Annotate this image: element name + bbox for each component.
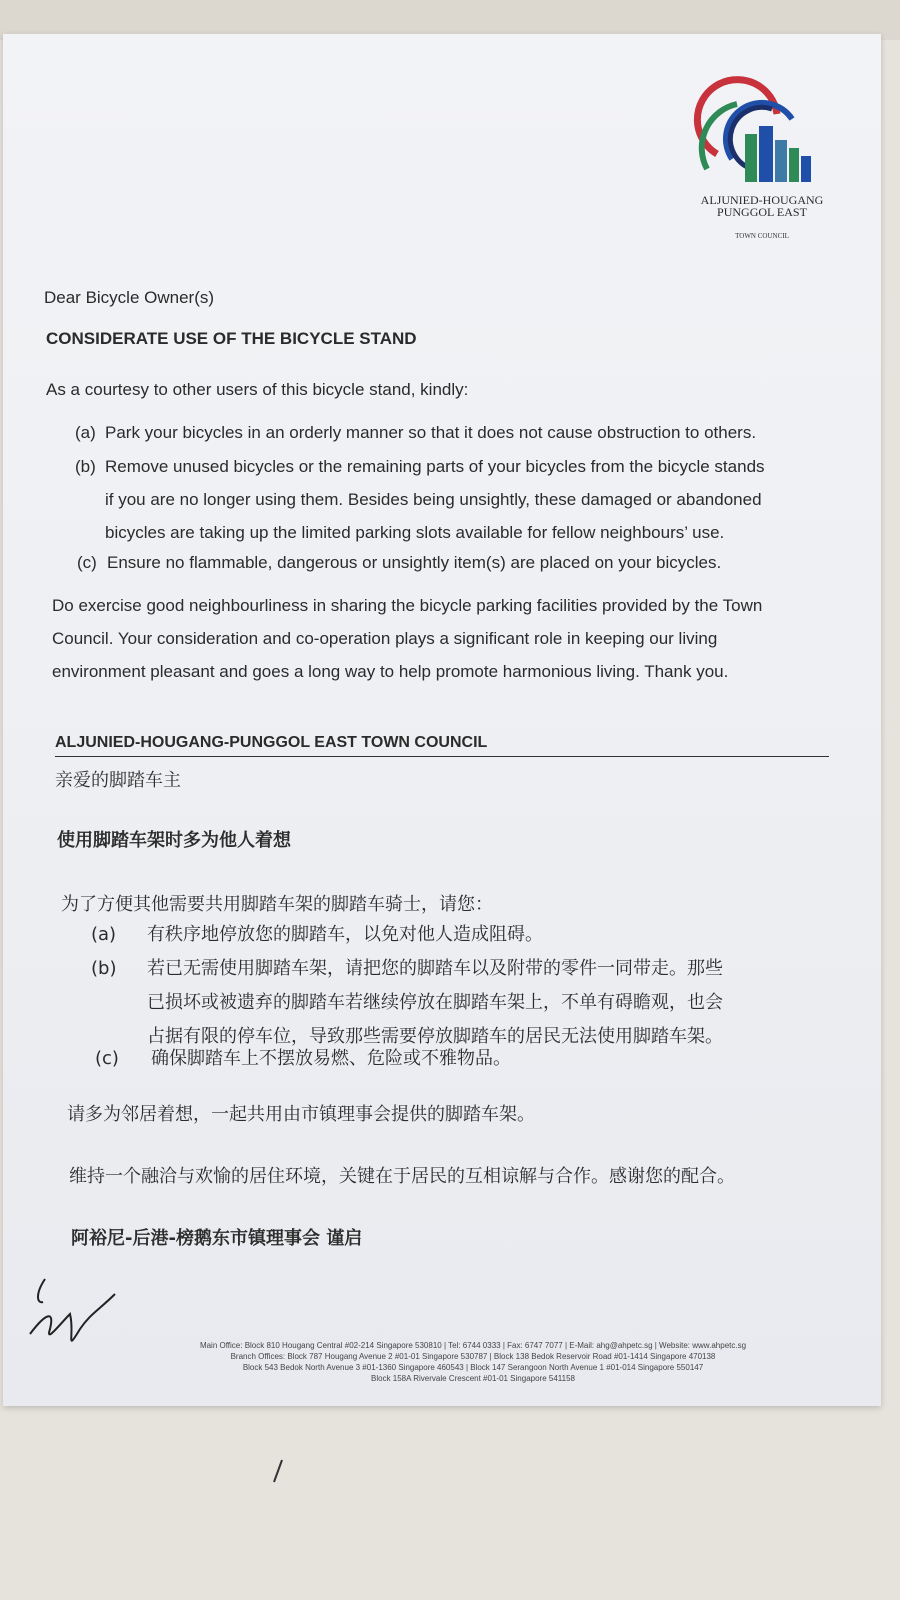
notice-paper xyxy=(3,34,881,1406)
chinese-item-a-text: 有秩序地停放您的脚踏车，以免对他人造成阻碍。 xyxy=(147,924,543,945)
footer-line4: Block 158A Rivervale Crescent #01-01 Singapore 541158 xyxy=(371,1374,575,1383)
chinese-item-a-label: (a) xyxy=(91,924,117,945)
chinese-salutation: 亲爱的脚踏车主 xyxy=(55,770,181,791)
chinese-item-b-label: (b) xyxy=(91,958,117,979)
section-divider xyxy=(55,756,829,757)
footer-line1: Main Office: Block 810 Hougang Central #02-214 Singapore 530810 | Tel: 6744 0333 | Fax: 6747 7077 | E-Mail: ahg@ahpetc.sg | Website: www.ahpetc.sg xyxy=(199,1341,747,1350)
english-signoff: ALJUNIED-HOUGANG-PUNGGOL EAST TOWN COUNCIL xyxy=(55,734,488,751)
town-council-logo xyxy=(677,74,847,244)
logo-org-name-line2: PUNGGOL EAST xyxy=(717,205,807,219)
chinese-item-b-line3: 占据有限的停车位，导致那些需要停放脚踏车的居民无法使用脚踏车架。 xyxy=(147,1026,723,1047)
english-item-b-line2: if you are no longer using them. Besides being unsightly, these damaged or abandoned xyxy=(105,490,762,509)
english-closing-line1: Do exercise good neighbourliness in sharing the bicycle parking facilities provided by the Town xyxy=(52,596,763,615)
english-closing-line3: environment pleasant and goes a long way to help promote harmonious living. Thank you. xyxy=(52,662,729,681)
chinese-signoff: 阿裕尼-后港-榜鹅东市镇理事会 谨启 xyxy=(71,1228,363,1249)
chinese-intro: 为了方便其他需要共用脚踏车架的脚踏车骑士，请您： xyxy=(61,894,493,915)
english-item-c-label: (c) xyxy=(77,553,97,572)
chinese-item-b-line1: 若已无需使用脚踏车架，请把您的脚踏车以及附带的零件一同带走。那些 xyxy=(147,958,723,979)
footer-contact-info xyxy=(103,1340,843,1384)
english-closing xyxy=(52,589,762,688)
chinese-closing-1: 请多为邻居着想，一起共用由市镇理事会提供的脚踏车架。 xyxy=(67,1104,535,1125)
chinese-item-b-line2: 已损坏或被遗弃的脚踏车若继续停放在脚踏车架上，不单有碍瞻观，也会 xyxy=(147,992,723,1013)
english-item-c-text: Ensure no flammable, dangerous or unsightly item(s) are placed on your bicycles. xyxy=(107,553,722,572)
chinese-closing-2: 维持一个融洽与欢愉的居住环境，关键在于居民的互相谅解与合作。感谢您的配合。 xyxy=(69,1166,735,1187)
english-salutation: Dear Bicycle Owner(s) xyxy=(44,288,215,307)
logo-org-name-line1: ALJUNIED-HOUGANG xyxy=(700,193,824,207)
english-closing-line2: Council. Your consideration and co-operation plays a significant role in keeping our living xyxy=(52,629,718,648)
footer-line3: Block 543 Bedok North Avenue 3 #01-1360 Singapore 460543 | Block 147 Serangoon North Avenue 1 #01-014 Singapore 550147 xyxy=(242,1363,704,1372)
chinese-item-c-text: 确保脚踏车上不摆放易燃、危险或不雅物品。 xyxy=(151,1048,511,1069)
logo-emblem-icon xyxy=(677,74,847,199)
english-item-b-label: (b) xyxy=(75,457,96,476)
english-item-a-label: (a) xyxy=(75,423,96,442)
english-item-a-text: Park your bicycles in an orderly manner so that it does not cause obstruction to others. xyxy=(105,423,757,442)
english-item-b-line3: bicycles are taking up the limited parking slots available for fellow neighbours’ use. xyxy=(105,523,725,542)
logo-org-name-line3: TOWN COUNCIL xyxy=(735,232,789,240)
wall-scratch-mark xyxy=(268,1458,288,1484)
chinese-heading: 使用脚踏车架时多为他人着想 xyxy=(57,830,291,851)
english-intro: As a courtesy to other users of this bicycle stand, kindly: xyxy=(46,380,469,399)
english-item-b-line1: Remove unused bicycles or the remaining parts of your bicycles from the bicycle stands xyxy=(105,457,765,476)
footer-line2: Branch Offices: Block 787 Hougang Avenue 2 #01-01 Singapore 530787 | Block 138 Bedok Reservoir Road #01-1414 Singapore 470138 xyxy=(230,1352,716,1361)
chinese-item-c-label: (c) xyxy=(95,1048,119,1069)
english-heading: CONSIDERATE USE OF THE BICYCLE STAND xyxy=(46,329,417,348)
